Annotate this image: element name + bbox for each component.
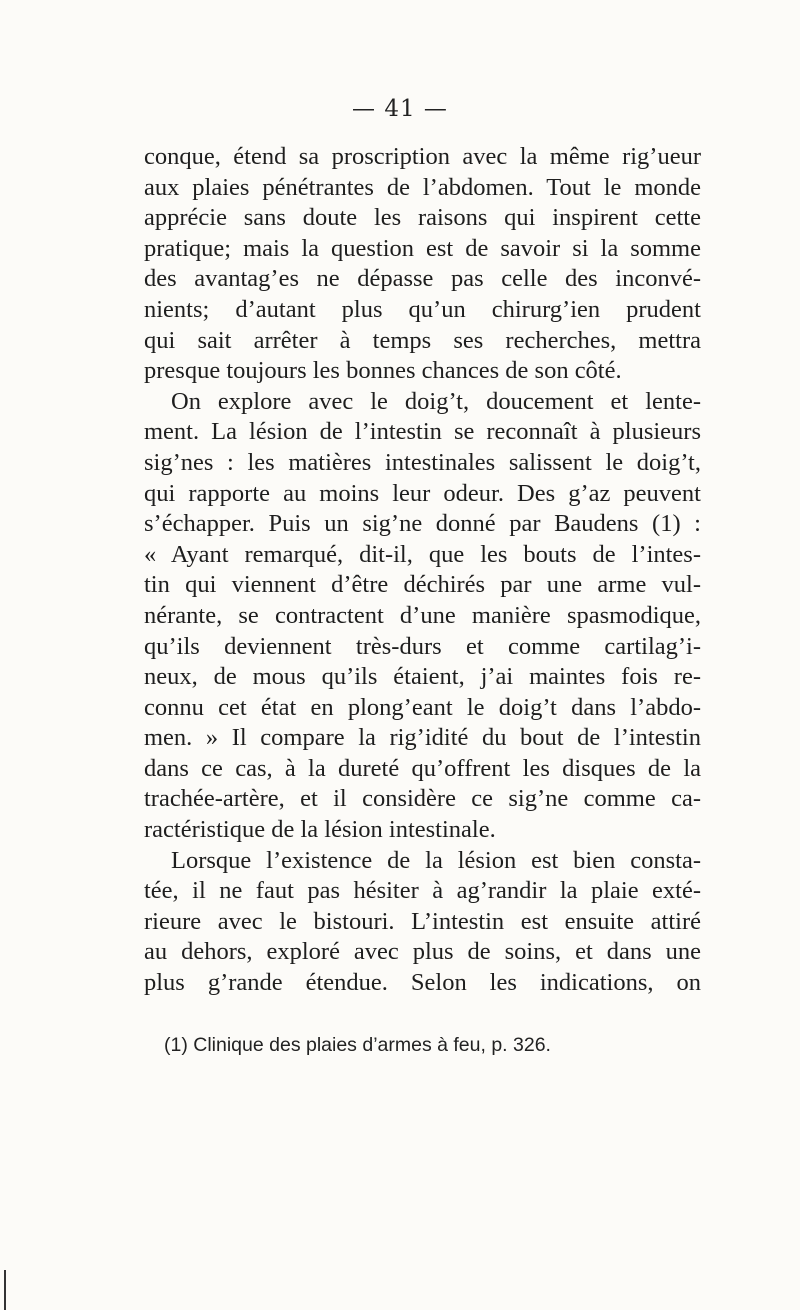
body-text (144, 142, 701, 999)
text-line: connu cet état en plong’eant le doig’t dans l’abdo- (144, 693, 701, 721)
text-line: plus g’rande étendue. Selon les indications, on (144, 969, 701, 997)
text-line: tin qui viennent d’être déchirés par une arme vul- (144, 571, 701, 599)
text-line: men. » Il compare la rig’idité du bout de l’intestin (144, 724, 701, 752)
text-line: conque, étend sa proscription avec la même rig’ueur (144, 143, 701, 170)
text-line: presque toujours les bonnes chances de son côté. (144, 357, 622, 385)
text-line: qui sait arrêter à temps ses recherches, mettra (144, 326, 701, 354)
scan-edge-mark (4, 1270, 6, 1310)
text-line: aux plaies pénétrantes de l’abdomen. Tout le monde (144, 173, 701, 201)
text-line: nérante, se contractent d’une manière spasmodique, (144, 601, 701, 629)
text-line: s’échapper. Puis un sig’ne donné par Baudens (1) : (144, 510, 701, 538)
text-line: apprécie sans doute les raisons qui inspirent cette (144, 204, 701, 232)
text-line: neux, de mous qu’ils étaient, j’ai maintes fois re- (144, 663, 701, 691)
text-line: pratique; mais la question est de savoir si la somme (144, 234, 701, 262)
text-line: ractéristique de la lésion intestinale. (144, 816, 496, 844)
text-line: qui rapporte au moins leur odeur. Des g’az peuvent (144, 479, 701, 507)
text-line: trachée-artère, et il considère ce sig’ne comme ca- (144, 785, 701, 813)
text-line: ment. La lésion de l’intestin se reconnaît à plusieurs (144, 418, 701, 446)
text-line: nients; d’autant plus qu’un chirurg’ien prudent (144, 295, 701, 323)
text-line: sig’nes : les matières intestinales salissent le doig’t, (144, 448, 701, 476)
text-line: On explore avec le doig’t, doucement et lente- (171, 387, 701, 415)
text-line: dans ce cas, à la dureté qu’offrent les disques de la (144, 754, 701, 782)
footnote: (1) Clinique des plaies d’armes à feu, p. 326. (164, 1034, 551, 1056)
text-line: Lorsque l’existence de la lésion est bien consta- (171, 846, 701, 874)
text-line: au dehors, exploré avec plus de soins, et dans une (144, 938, 701, 966)
page-number: — 41 — (352, 96, 448, 122)
text-line: qu’ils deviennent très-durs et comme cartilag’i- (144, 632, 701, 660)
text-line: « Ayant remarqué, dit-il, que les bouts de l’intes- (144, 540, 701, 568)
text-line: des avantag’es ne dépasse pas celle des inconvé- (144, 265, 701, 293)
text-line: rieure avec le bistouri. L’intestin est ensuite attiré (144, 907, 701, 935)
text-line: tée, il ne faut pas hésiter à ag’randir la plaie exté- (144, 877, 701, 905)
